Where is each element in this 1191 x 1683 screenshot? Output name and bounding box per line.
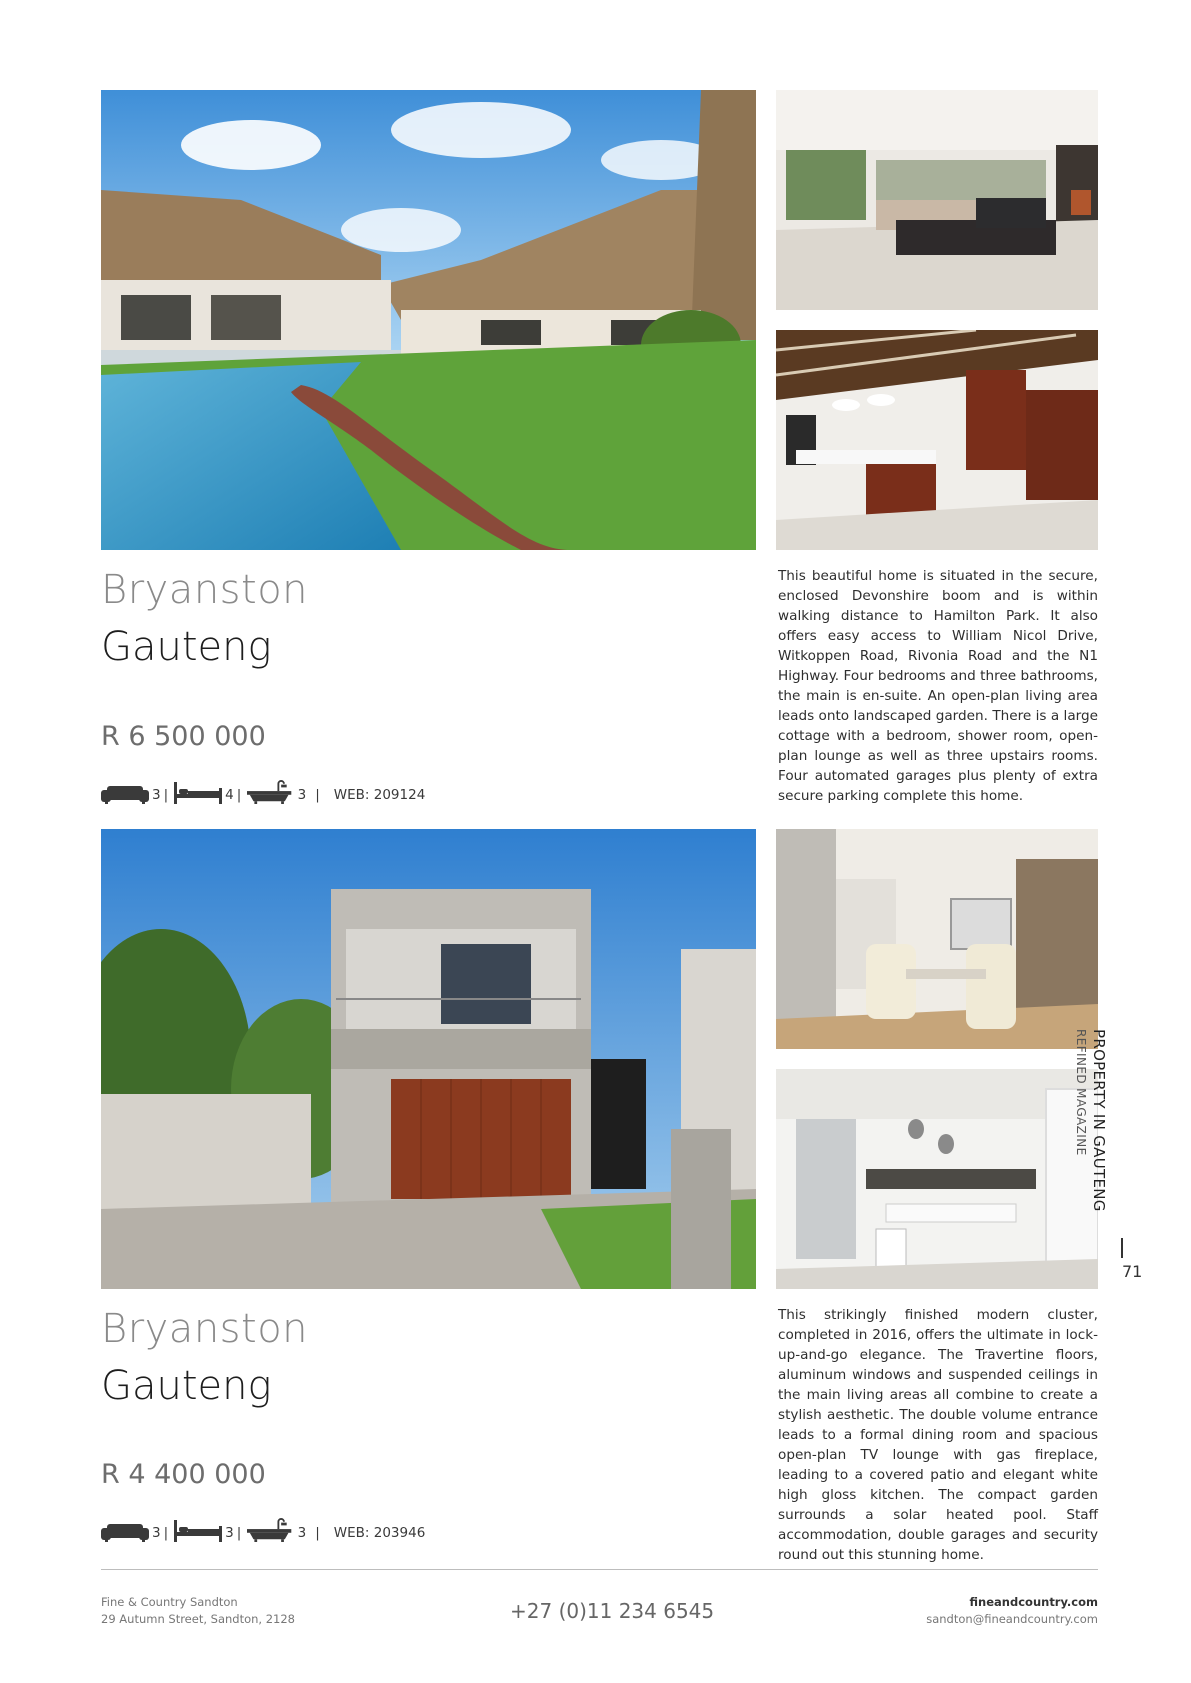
listing-2-price: R 4 400 000: [101, 1459, 266, 1490]
listing-2-town: Bryanston: [101, 1306, 309, 1352]
email-link[interactable]: sandton@fineandcountry.com: [926, 1612, 1098, 1626]
listing-2-main-photo: [101, 829, 756, 1289]
office-name: Fine & Country Sandton: [101, 1595, 238, 1609]
listing-2-province: Gauteng: [101, 1363, 272, 1409]
footer-phone[interactable]: +27 (0)11 234 6545: [510, 1599, 715, 1623]
listing-1-specs: 3 | 4 | 3 | WEB: 209124: [101, 778, 425, 804]
section-title: [1072, 1029, 1108, 1212]
listing-1-description: This beautiful home is situated in the secure, enclosed Devonshire boom and is within walking distance to Hamilton Park. It also offers easy access to William Nicol Drive, Witkoppen Road, Rivonia Road and the N1 Highway. Four bedrooms and three bathrooms, the main is en-suite. An open-plan living area leads onto landscaped garden. There is a large cottage with a bedroom, shower room, open-plan lounge as well as three upstairs rooms. Four automated garages plus plenty of extra secure parking complete this home.: [778, 568, 1098, 804]
page-number: 71: [1122, 1262, 1143, 1281]
listing-2-dining-room-photo: [776, 829, 1098, 1049]
lounge-count: 3: [152, 1525, 161, 1541]
footer-divider: [101, 1569, 1098, 1570]
listing-1-province: Gauteng: [101, 624, 272, 670]
sidebar-divider: [1121, 1238, 1123, 1258]
office-address: 29 Autumn Street, Sandton, 2128: [101, 1612, 295, 1626]
bathroom-count: 3: [297, 1525, 307, 1541]
listing-1-kitchen-photo: [776, 330, 1098, 550]
website-link[interactable]: fineandcountry.com: [969, 1595, 1098, 1609]
section-title-sub: REFINED MAGAZINE: [1074, 1029, 1088, 1156]
listing-2-kitchen-photo: [776, 1069, 1098, 1289]
listing-2-description: This strikingly finished modern cluster, completed in 2016, offers the ultimate in lock-up-and-go elegance. The Travertine floors, aluminum windows and suspended ceilings in the main living areas all combine to create a stylish aesthetic. The double volume entrance leads to a formal dining room and spacious open-plan TV lounge with gas fireplace, leading to a covered patio and elegant white high gloss kitchen. The compact garden surrounds a solar heated pool. Staff accommodation, double garages and security round out this stunning home.: [778, 1307, 1098, 1563]
listing-1-town: Bryanston: [101, 567, 309, 613]
sofa-icon: [101, 780, 149, 804]
bed-icon: [174, 780, 222, 804]
bathtub-icon: [247, 780, 291, 804]
listing-2-web-ref: WEB: 203946: [333, 1525, 426, 1541]
listing-1-living-room-photo: [776, 90, 1098, 310]
bathroom-count: 3: [297, 787, 307, 803]
listing-1-price: R 6 500 000: [101, 721, 266, 752]
listing-2-specs: 3 | 3 | 3 | WEB: 203946: [101, 1516, 425, 1542]
bathtub-icon: [247, 1518, 291, 1542]
sofa-icon: [101, 1518, 149, 1542]
section-title-main: PROPERTY IN GAUTENG: [1090, 1029, 1108, 1212]
bedroom-count: 4: [225, 787, 234, 803]
listing-1-web-ref: WEB: 209124: [333, 787, 426, 803]
footer-contact: [926, 1594, 1098, 1628]
bedroom-count: 3: [225, 1525, 234, 1541]
footer-office: [101, 1594, 295, 1628]
listing-1-main-photo: [101, 90, 756, 550]
lounge-count: 3: [152, 787, 161, 803]
bed-icon: [174, 1518, 222, 1542]
